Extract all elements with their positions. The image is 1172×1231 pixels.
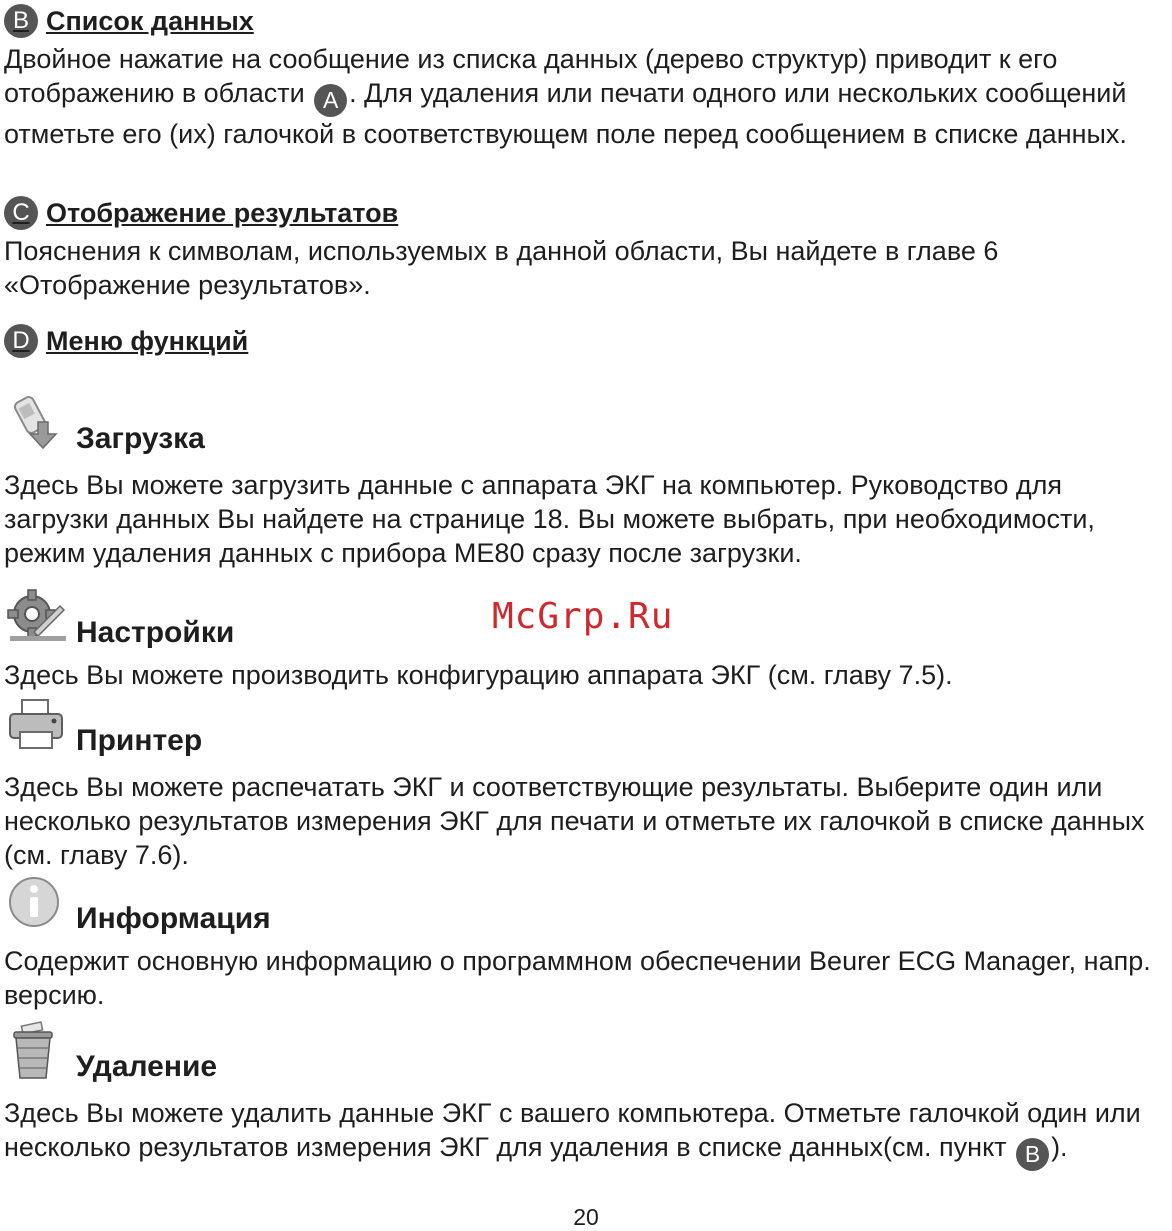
- section-heading: [4, 324, 1164, 358]
- function-heading: [4, 1020, 1164, 1084]
- watermark: McGrp.Ru: [492, 596, 674, 637]
- info-icon: [4, 872, 68, 936]
- section-title: Меню функций: [46, 325, 249, 356]
- section-function-menu: [4, 324, 1164, 358]
- settings-icon: [4, 586, 68, 650]
- section-title: Список данных: [46, 5, 254, 36]
- function-title: Настройки: [76, 616, 235, 649]
- body-text: Двойное нажатие на сообщение из списка данных (дерево структур) приводит к его отображению в области: [4, 44, 1058, 108]
- section-body: Пояснения к символам, используемых в данной области, Вы найдете в главе 6 «Отображение результатов».: [4, 236, 999, 300]
- function-download: [4, 392, 1164, 570]
- section-title: Отображение результатов: [46, 197, 399, 228]
- function-info: [4, 872, 1164, 1012]
- function-title: Загрузка: [76, 422, 205, 455]
- badge-c: C: [4, 196, 38, 230]
- function-title: Удаление: [76, 1050, 218, 1083]
- body-text: ).: [1051, 1132, 1068, 1162]
- section-body: [4, 42, 1164, 151]
- badge-b: B: [4, 4, 38, 38]
- function-body: [4, 1096, 1164, 1171]
- section-heading: [4, 196, 1164, 230]
- page-number: 20: [573, 1204, 599, 1230]
- body-text: . Для удаления или печати одного или нескольких сообщений отметьте его (их) галочкой в соответствующем поле перед сообщением в списке данных.: [4, 78, 1127, 149]
- function-heading: [4, 872, 1164, 936]
- trash-icon: [4, 1020, 68, 1084]
- function-title: Принтер: [76, 724, 203, 757]
- section-heading: [4, 4, 1164, 38]
- section-results-display: [4, 196, 1164, 302]
- function-heading: [4, 694, 1164, 758]
- function-printer: [4, 694, 1164, 872]
- function-body: Здесь Вы можете производить конфигурацию аппарата ЭКГ (см. главу 7.5).: [4, 660, 953, 690]
- function-body: Здесь Вы можете загрузить данные с аппарата ЭКГ на компьютер. Руководство для загрузки данных Вы найдете на странице 18. Вы можете выбрать, при необходимости, режим удаления данных с прибора ME80 сразу после загрузки.: [4, 470, 1095, 568]
- printer-icon: [4, 694, 68, 758]
- function-title: Информация: [76, 902, 271, 935]
- function-body: Содержит основную информацию о программном обеспечении Beurer ECG Manager, напр. версию.: [4, 946, 1151, 1010]
- download-icon: [4, 392, 68, 456]
- function-body: Здесь Вы можете распечатать ЭКГ и соответствующие результаты. Выберите один или несколько результатов измерения ЭКГ для печати и отметьте их галочкой в списке данных (см. главу 7.6).: [4, 772, 1145, 870]
- badge-d: D: [4, 324, 38, 358]
- body-text: Здесь Вы можете удалить данные ЭКГ с вашего компьютера. Отметьте галочкой один или несколько результатов измерения ЭКГ для удаления в списке данных(см. пункт: [4, 1098, 1141, 1162]
- badge-b: B: [1016, 1138, 1049, 1171]
- function-delete: [4, 1020, 1164, 1171]
- section-data-list: [4, 4, 1164, 151]
- function-heading: [4, 392, 1164, 456]
- badge-a: A: [314, 84, 347, 117]
